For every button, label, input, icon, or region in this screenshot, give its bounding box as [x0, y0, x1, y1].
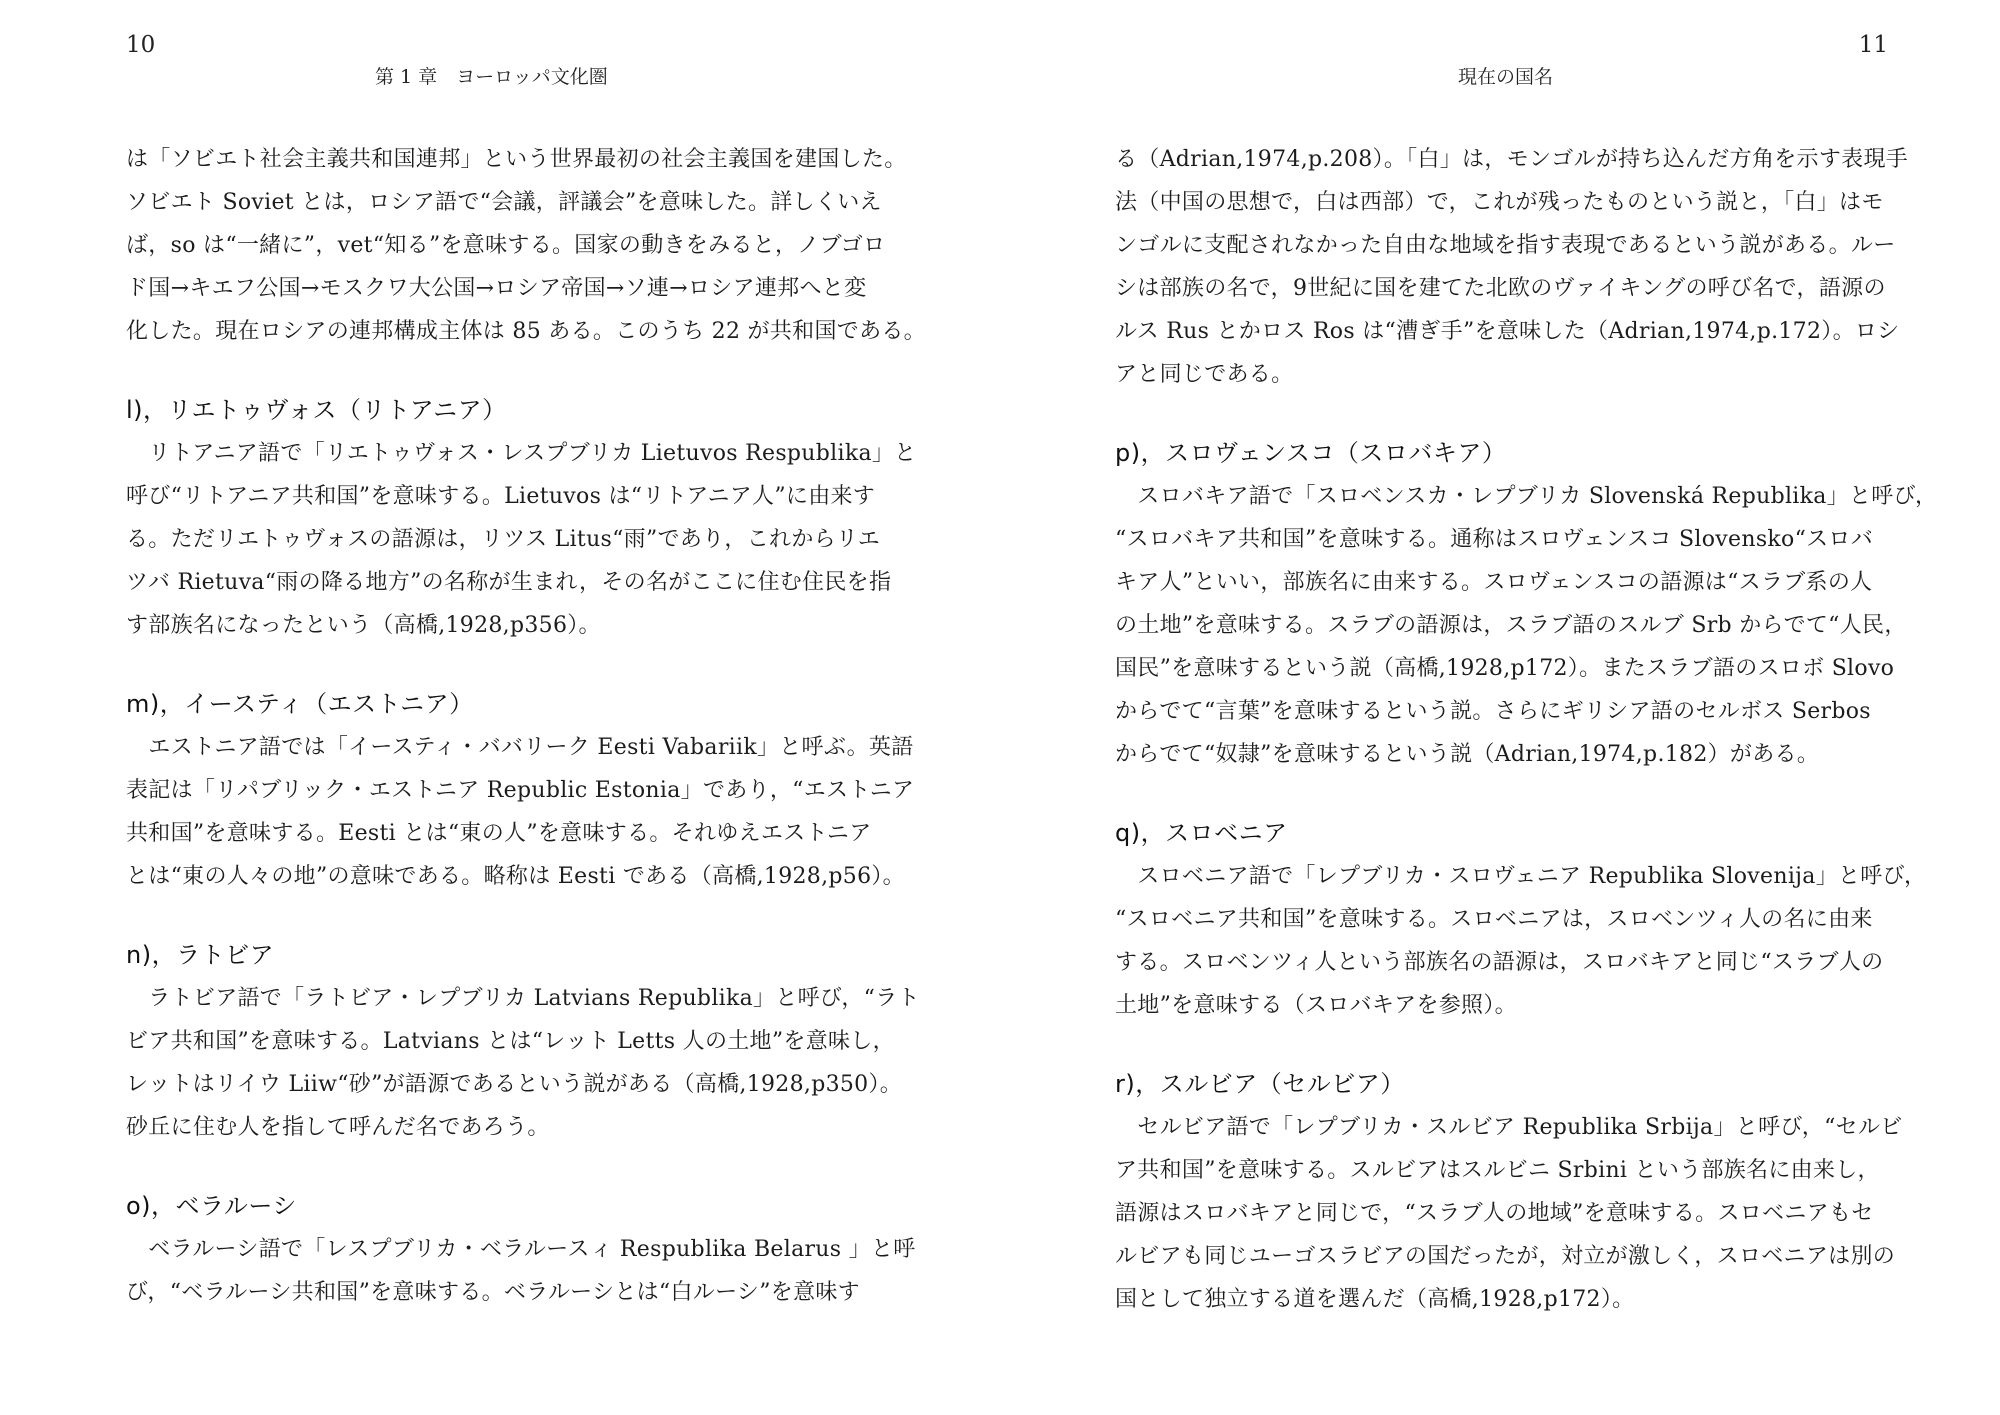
section-heading: m)，イースティ（エストニア） — [126, 690, 474, 718]
text-line: する。スロベンツィ人という部族名の語源は，スロバキアと同じ“スラブ人の — [1115, 950, 1884, 975]
text-line: アと同じである。 — [1115, 362, 1294, 387]
text-line: ツバ Rietuva“雨の降る地方”の名称が生まれ，その名がここに住む住民を指 — [126, 570, 892, 595]
section-body — [1115, 1106, 1903, 1321]
section-heading: p)，スロヴェンスコ（スロバキア） — [1115, 439, 1507, 467]
text-line: は「ソビエト社会主義共和国連邦」という世界最初の社会主義国を建国した。 — [126, 147, 907, 172]
section-body — [126, 432, 917, 647]
section-body — [1115, 475, 1938, 776]
text-line: 表記は「リパブリック・エストニア Republic Estonia」であり，“エストニア — [126, 778, 915, 803]
intro-paragraph — [126, 138, 926, 353]
text-line: ラトビア語で「ラトビア・レプブリカ Latvians Republika」と呼び，“ラト — [126, 986, 920, 1011]
running-head-chapter: 第 1 章 ヨーロッパ文化圏 — [375, 66, 608, 88]
section-body — [1115, 855, 1927, 1027]
section-heading: o)，ベラルーシ — [126, 1192, 297, 1220]
text-line: ルス Rus とかロス Ros は“漕ぎ手”を意味した（Adrian,1974,p.172）。ロシ — [1115, 319, 1900, 344]
section-slovakia — [1115, 432, 1938, 776]
page-number: 11 — [1858, 32, 1888, 58]
section-estonia — [126, 683, 915, 898]
text-line: す部族名になったという（高橋,1928,p356）。 — [126, 613, 601, 638]
section-serbia — [1115, 1063, 1903, 1321]
text-line: スロベニア語で「レプブリカ・スロヴェニア Republika Slovenija」と呼び， — [1115, 864, 1927, 889]
text-line: ビア共和国”を意味する。Latvians とは“レット Letts 人の土地”を意味し， — [126, 1029, 895, 1054]
text-line: 呼び“リトアニア共和国”を意味する。Lietuvos は“リトアニア人”に由来す — [126, 484, 876, 509]
text-line: レットはリイウ Liiw“砂”が語源であるという説がある（高橋,1928,p350）。 — [126, 1072, 903, 1097]
text-line: 土地”を意味する（スロバキアを参照）。 — [1115, 993, 1517, 1018]
text-line: る（Adrian,1974,p.208）。「白」は，モンゴルが持ち込んだ方角を示す表現手 — [1115, 147, 1909, 172]
section-heading: q)，スロベニア — [1115, 819, 1288, 847]
text-line: リトアニア語で「リエトゥヴォス・レスプブリカ Lietuvos Respublika」と — [126, 441, 917, 466]
text-line: 国として独立する道を選んだ（高橋,1928,p172）。 — [1115, 1287, 1635, 1312]
text-line: ベラルーシ語で「レスプブリカ・ベラルースィ Respublika Belarus 」と呼 — [126, 1237, 916, 1262]
text-line: 法（中国の思想で，白は西部）で，これが残ったものという説と，「白」はモ — [1115, 190, 1884, 215]
text-line: ア共和国”を意味する。スルビアはスルビニ Srbini という部族名に由来し， — [1115, 1158, 1880, 1183]
text-line: からでて“言葉”を意味するという説。さらにギリシア語のセルボス Serbos — [1115, 699, 1871, 724]
text-line: とは“東の人々の地”の意味である。略称は Eesti である（高橋,1928,p56）。 — [126, 864, 905, 889]
text-line: キア人”といい，部族名に由来する。スロヴェンスコの語源は“スラブ系の人 — [1115, 570, 1873, 595]
text-line: ルビアも同じユーゴスラビアの国だったが，対立が激しく，スロベニアは別の — [1115, 1244, 1896, 1269]
text-line: スロバキア語で「スロベンスカ・レプブリカ Slovenská Republika」と呼び， — [1115, 484, 1938, 509]
section-body — [126, 977, 920, 1149]
text-line: からでて“奴隷”を意味するという説（Adrian,1974,p.182）がある。 — [1115, 742, 1820, 767]
text-line: 国民”を意味するという説（高橋,1928,p172）。またスラブ語のスロボ Slovo — [1115, 656, 1895, 681]
section-belarus — [126, 1185, 916, 1314]
section-heading: r)，スルビア（セルビア） — [1115, 1070, 1405, 1098]
text-line: “スロバキア共和国”を意味する。通称はスロヴェンスコ Slovensko“スロバ — [1115, 527, 1874, 552]
section-body — [126, 726, 915, 898]
section-slovenia — [1115, 812, 1927, 1027]
running-head-section: 現在の国名 — [1458, 66, 1554, 88]
text-line: る。ただリエトゥヴォスの語源は，リツス Litus“雨”であり，これからリエ — [126, 527, 881, 552]
right-page-content — [1115, 138, 1938, 1321]
section-lithuania — [126, 389, 917, 647]
text-line: 砂丘に住む人を指して呼んだ名であろう。 — [126, 1115, 550, 1140]
text-line: セルビア語で「レプブリカ・スルビア Republika Srbija」と呼び，“セルビ — [1115, 1115, 1903, 1140]
left-page-content — [126, 138, 926, 1314]
text-line: ド国→キエフ公国→モスクワ大公国→ロシア帝国→ソ連→ロシア連邦へと変 — [126, 276, 867, 301]
section-heading: l)，リエトゥヴォス（リトアニア） — [126, 396, 507, 424]
intro-paragraph — [1115, 138, 1909, 396]
text-line: び，“ベラルーシ共和国”を意味する。ベラルーシとは“白ルーシ”を意味す — [126, 1280, 860, 1305]
text-line: ンゴルに支配されなかった自由な地域を指す表現であるという説がある。ルー — [1115, 233, 1896, 258]
right-page — [1000, 0, 2000, 1415]
text-line: の土地”を意味する。スラブの語源は，スラブ語のスルブ Srb からでて“人民， — [1115, 613, 1907, 638]
text-line: 語源はスロバキアと同じで，“スラブ人の地域”を意味する。スロベニアもセ — [1115, 1201, 1874, 1226]
text-line: 共和国”を意味する。Eesti とは“東の人”を意味する。それゆえエストニア — [126, 821, 872, 846]
text-line: ば，so は“一緒に”，vet“知る”を意味する。国家の動きをみると，ノブゴロ — [126, 233, 886, 258]
section-latvia — [126, 934, 920, 1149]
text-line: ソビエト Soviet とは，ロシア語で“会議，評議会”を意味した。詳しくいえ — [126, 190, 882, 215]
page-number: 10 — [126, 32, 156, 58]
text-line: 化した。現在ロシアの連邦構成主体は 85 ある。このうち 22 が共和国である。 — [126, 319, 926, 344]
text-line: シは部族の名で，9世紀に国を建てた北欧のヴァイキングの呼び名で，語源の — [1115, 276, 1886, 301]
section-heading: n)，ラトビア — [126, 941, 275, 969]
text-line: “スロベニア共和国”を意味する。スロベニアは，スロベンツィ人の名に由来 — [1115, 907, 1873, 932]
text-line: エストニア語では「イースティ・ババリーク Eesti Vabariik」と呼ぶ。英語 — [126, 735, 914, 760]
section-body — [126, 1228, 916, 1314]
